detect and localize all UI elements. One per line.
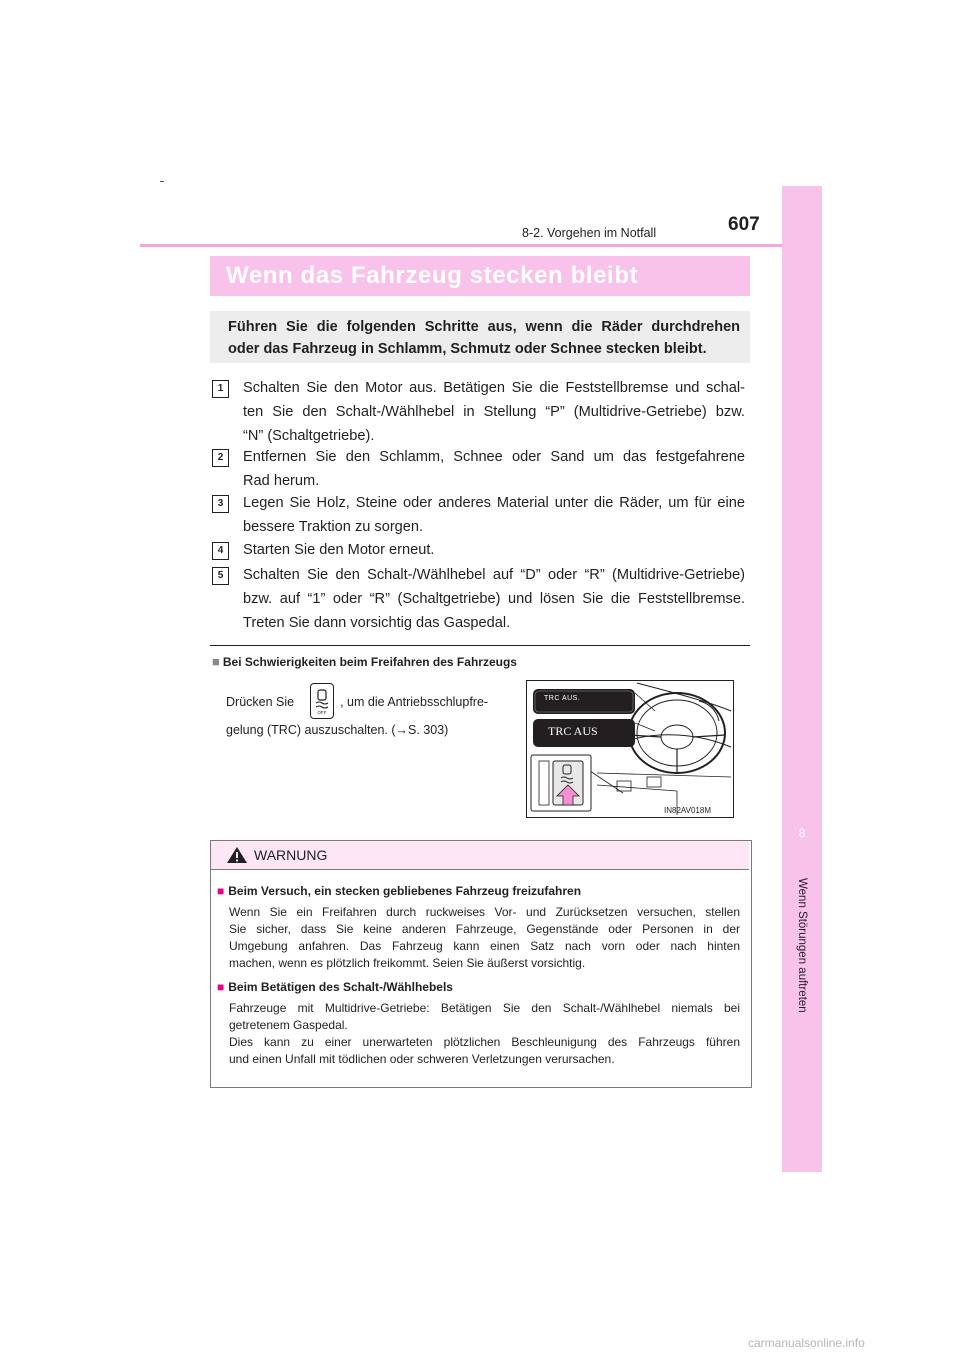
- warning-line: getretenem Gaspedal.: [229, 1018, 348, 1032]
- page-number: 607: [728, 214, 760, 235]
- page-title: Wenn das Fahrzeug stecken bleibt: [226, 262, 639, 289]
- page-corner-mark: [160, 181, 164, 182]
- step-line: Legen Sie Holz, Steine oder anderes Material unter die Räder, um für eine: [243, 495, 745, 511]
- square-bullet-icon: ■: [217, 980, 225, 994]
- watermark: carmanualsonline.info: [748, 1336, 865, 1350]
- warning-item-body: [229, 1000, 740, 1068]
- chapter-label: Wenn Störungen auftreten: [796, 878, 808, 1013]
- step-number: 2: [212, 449, 229, 467]
- warning-line: Sie sicher, dass Sie keine anderen Fahrzeuge, Gegenstände oder Personen in der: [229, 922, 740, 936]
- display-large: TRC AUS: [548, 724, 598, 738]
- subsection-heading: ■ Bei Schwierigkeiten beim Freifahren des Fahrzeugs: [212, 654, 517, 669]
- warning-line: Fahrzeuge mit Multidrive-Getriebe: Betätigen Sie den Schalt-/Wählhebel niemals bei: [229, 1001, 740, 1015]
- step-line: Starten Sie den Motor erneut.: [243, 542, 435, 558]
- step-text: [243, 445, 745, 493]
- step-number: 1: [212, 380, 229, 398]
- step-text: [243, 538, 745, 562]
- intro-line: oder das Fahrzeug in Schlamm, Schmutz oder Schnee stecken bleibt.: [228, 341, 707, 357]
- warning-item-heading: ■ Beim Versuch, ein stecken gebliebenes Fahrzeug freizufahren: [217, 884, 582, 898]
- warning-line: Umgebung anfahren. Das Fahrzeug kann einen Satz nach vorn oder nach hinten: [229, 939, 740, 953]
- press-instruction-line2: gelung (TRC) auszuschalten. (→S. 303): [226, 723, 449, 737]
- warning-title: WARNUNG: [254, 847, 328, 863]
- step-line: Treten Sie dann vorsichtig das Gaspedal.: [243, 615, 511, 631]
- warning-line: Wenn Sie ein Freifahren durch ruckweises Vor- und Zurücksetzen versuchen, stellen: [229, 905, 740, 919]
- step-number: 5: [212, 567, 229, 585]
- step-line: bessere Traktion zu sorgen.: [243, 519, 424, 535]
- step-line: “N” (Schaltgetriebe).: [243, 428, 375, 444]
- section-header: 8-2. Vorgehen im Notfall: [522, 226, 657, 240]
- step-line: bzw. auf “1” oder “R” (Schaltgetriebe) und lösen Sie die Feststellbremse.: [243, 591, 745, 607]
- step-line: ten Sie den Schalt-/Wählhebel in Stellung “P” (Multidrive-Getriebe) bzw.: [243, 404, 745, 420]
- header-rule: [140, 244, 820, 247]
- step-text: [243, 491, 745, 539]
- step-number: 3: [212, 495, 229, 513]
- intro-line: Führen Sie die folgenden Schritte aus, wenn die Räder durchdrehen: [228, 319, 740, 335]
- illustration-code: IN82AV018M: [664, 806, 711, 815]
- step-text: [243, 563, 745, 635]
- warning-line: und einen Unfall mit tödlichen oder schweren Verletzungen verursachen.: [229, 1052, 615, 1066]
- display-small: TRC AUS.: [544, 695, 581, 702]
- square-bullet-icon: ■: [212, 654, 220, 669]
- step-text: [243, 376, 745, 448]
- warning-line: Dies kann zu einer unerwarteten plötzlichen Beschleunigung des Fahrzeugs führen: [229, 1035, 740, 1049]
- press-instruction: Drücken Sie , um die Antriebsschlupfre-: [226, 695, 489, 709]
- step-number: 4: [212, 542, 229, 560]
- step-line: Rad herum.: [243, 473, 320, 489]
- step-line: Schalten Sie den Motor aus. Betätigen Sie die Feststellbremse und schal-: [243, 380, 745, 396]
- warning-item-heading: ■ Beim Betätigen des Schalt-/Wählhebels: [217, 980, 453, 994]
- warning-item-body: [229, 904, 740, 972]
- warning-triangle-icon: [226, 846, 248, 864]
- chapter-number: 8: [798, 826, 806, 840]
- section-divider: [210, 645, 750, 646]
- trc-off-button-icon: [310, 683, 334, 719]
- step-line: Entfernen Sie den Schlamm, Schnee oder Sand um das festgefahrene: [243, 449, 745, 465]
- svg-text:OFF: OFF: [317, 710, 327, 715]
- square-bullet-icon: ■: [217, 884, 225, 898]
- step-line: Schalten Sie den Schalt-/Wählhebel auf “D” oder “R” (Multidrive-Getriebe): [243, 567, 745, 583]
- intro-text: [228, 316, 740, 360]
- warning-line: machen, wenn es plötzlich freikommt. Seien Sie äußerst vorsichtig.: [229, 956, 586, 970]
